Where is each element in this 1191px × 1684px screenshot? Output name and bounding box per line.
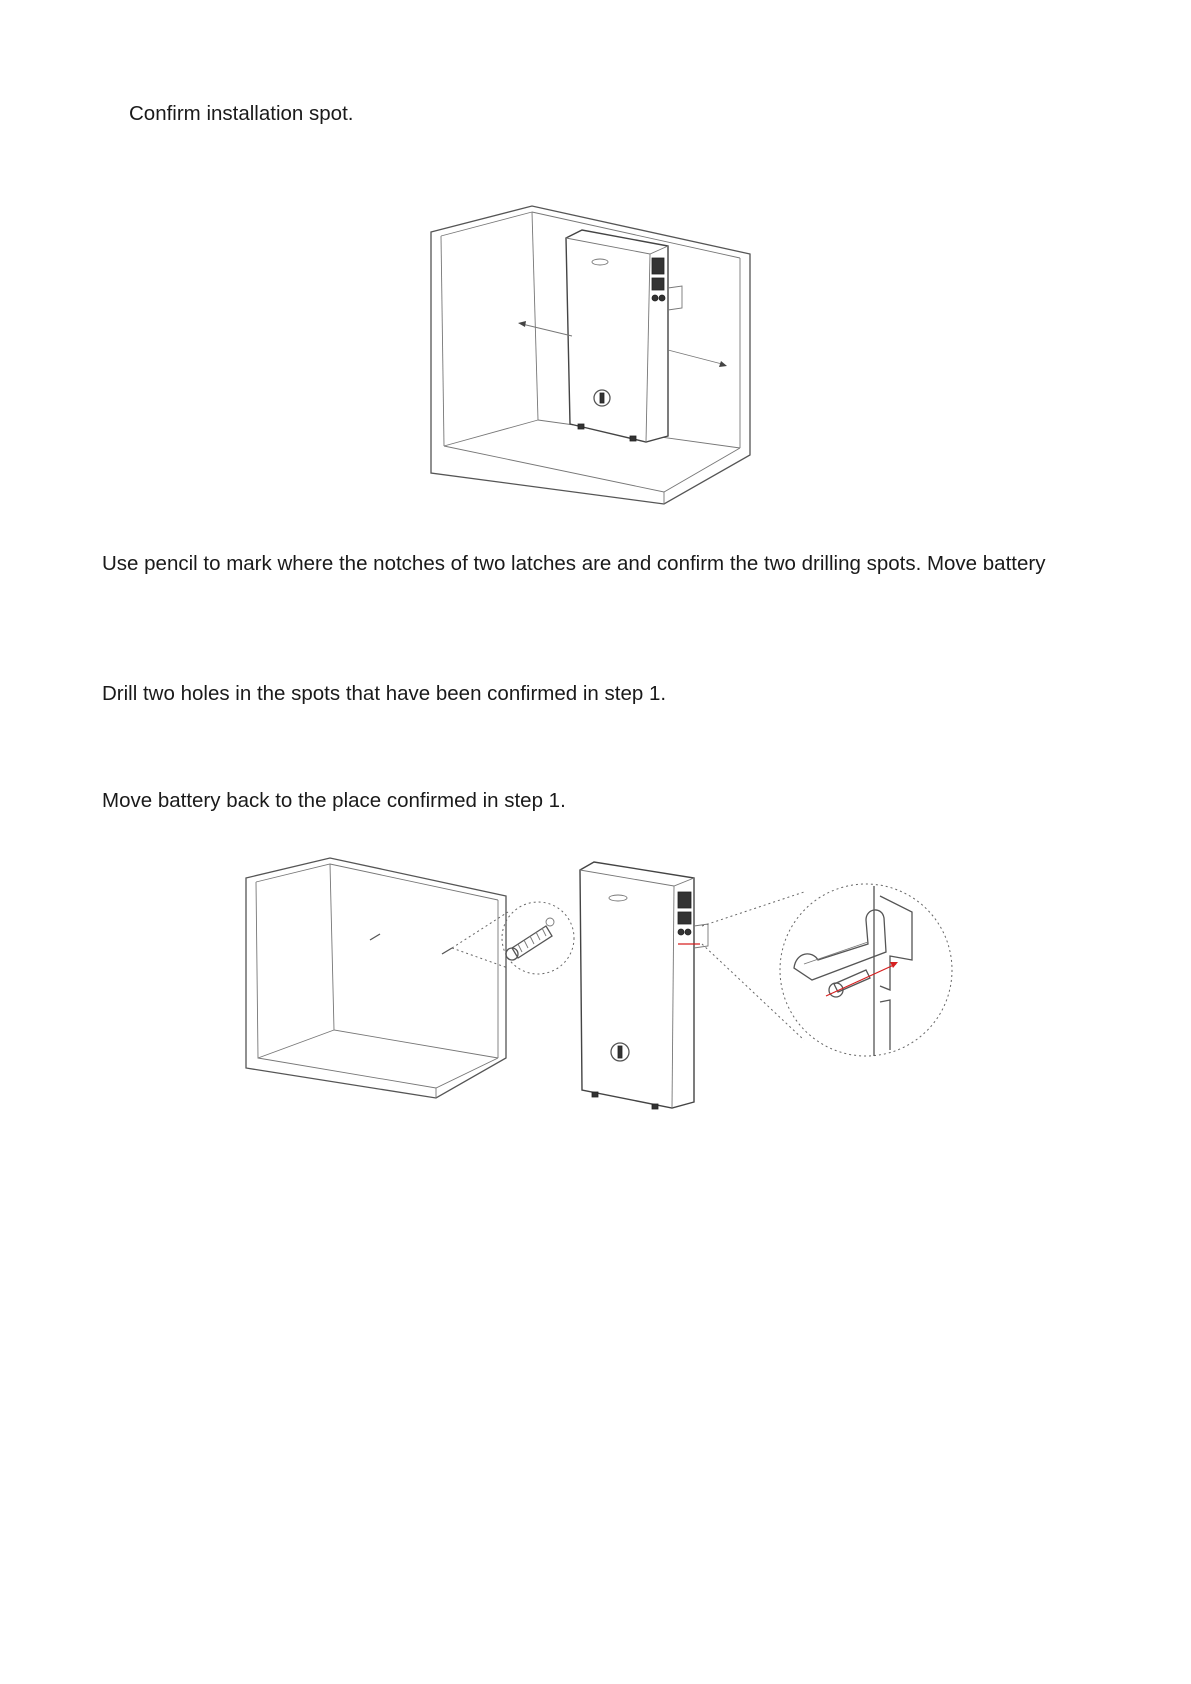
latch-detail — [702, 884, 952, 1056]
figure-installation-spot — [431, 206, 750, 504]
wall-drawing — [246, 858, 506, 1098]
battery-unit-2 — [580, 862, 708, 1109]
battery-unit — [566, 230, 682, 442]
step-2-text: Use pencil to mark where the notches of two latches are and confirm the two drilling spots. Move battery — [102, 552, 1046, 575]
step-4-text: Move battery back to the place confirmed in step 1. — [102, 789, 566, 812]
anchor-bolt-detail — [452, 902, 574, 974]
figure-mounting-detail — [246, 858, 952, 1109]
step-1-text: Confirm installation spot. — [129, 102, 354, 125]
step-3-text: Drill two holes in the spots that have been confirmed in step 1. — [102, 682, 667, 705]
